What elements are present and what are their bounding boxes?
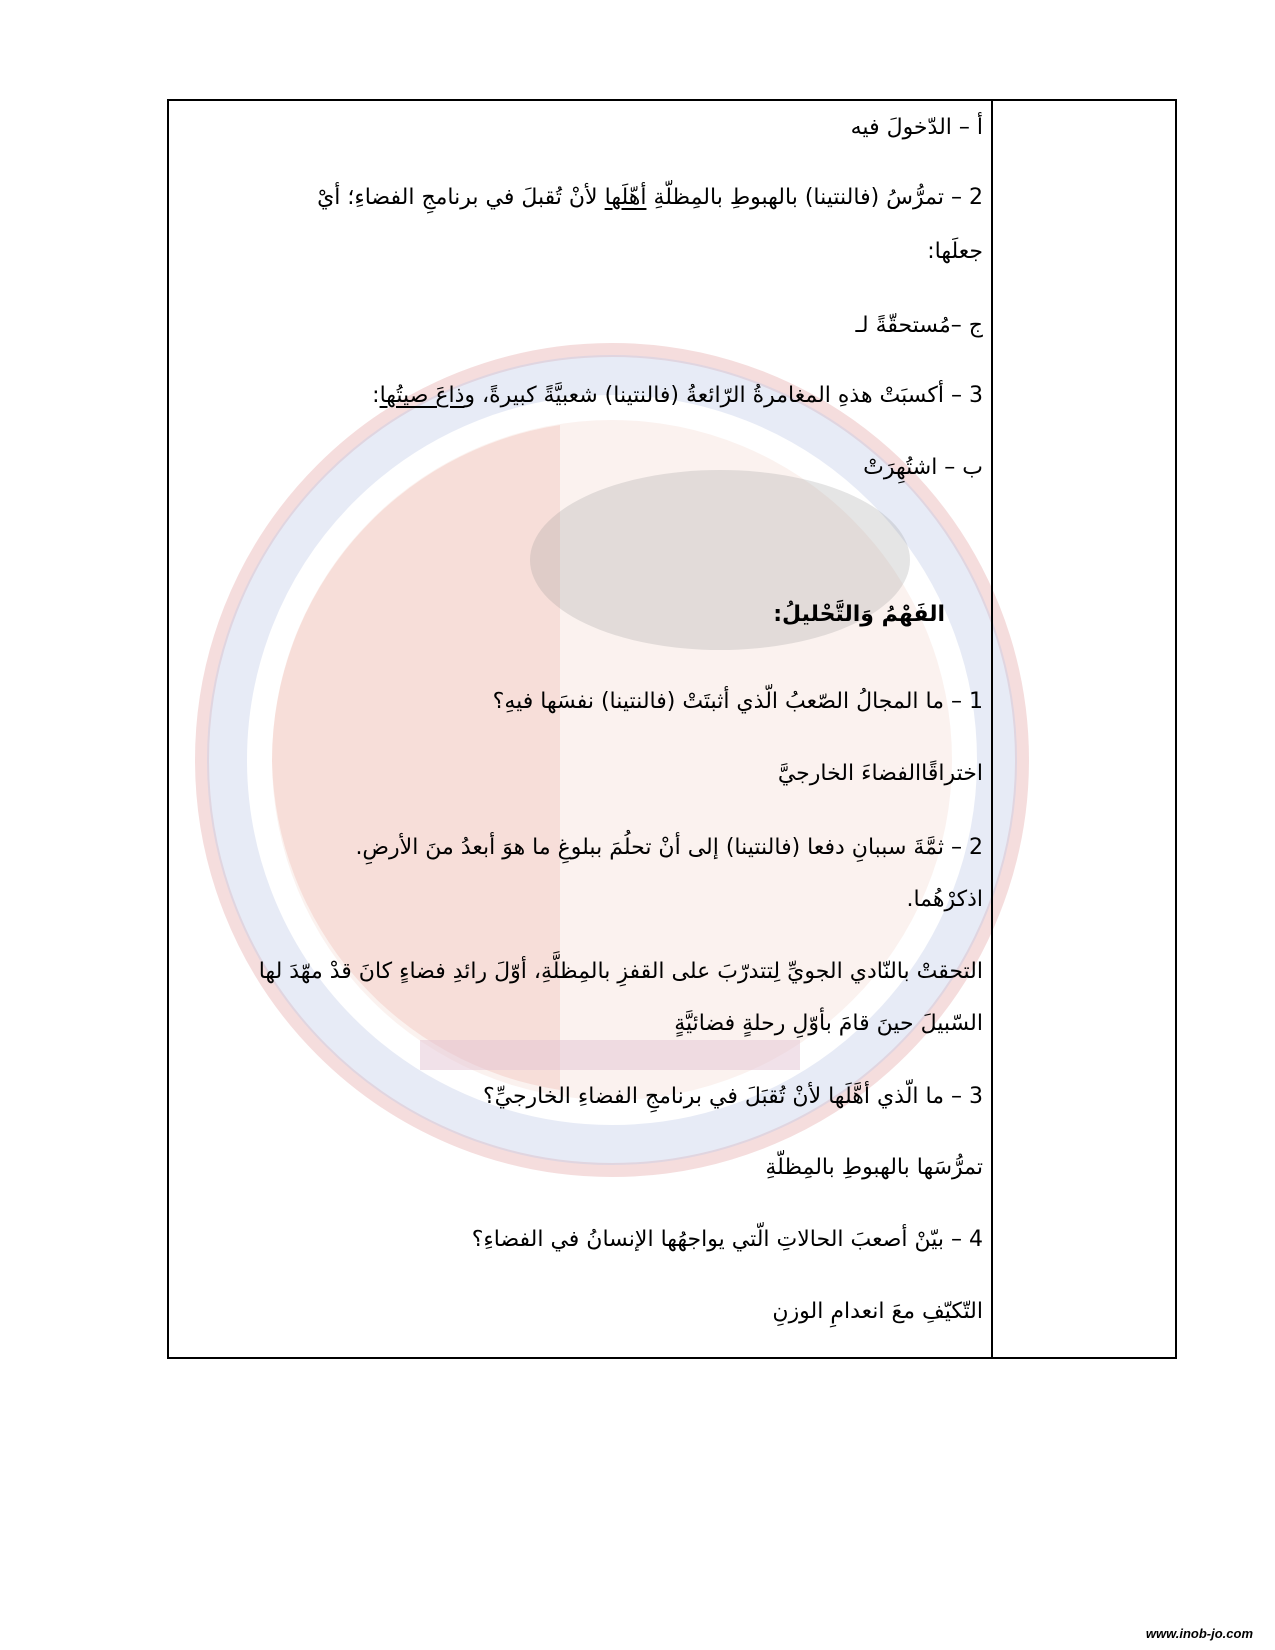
answer-line: التّكيّفِ معَ انعدامِ الوزنِ	[772, 1299, 983, 1324]
answer-line: تمرُّسَها بالهبوطِ بالمِظلّةِ	[765, 1155, 983, 1180]
footer-website-link[interactable]: www.inob-jo.com	[1145, 1626, 1253, 1641]
text: 3 – أكسبَتْ هذهِ المغامرةُ الرّائعةُ (فالنتينا) شعبيَّةً كبيرةً، و	[464, 383, 983, 408]
question-line: 1 – ما المجالُ الصّعبُ الّذي أثبتَتْ (فالنتينا) نفسَها فيهِ؟	[492, 689, 983, 714]
answer-line: اختراقًاالفضاءَ الخارجيَّ	[777, 761, 983, 786]
answer-line: ب – اشتُهِرَتْ	[863, 455, 983, 480]
question-line-cont: اذكرْهُما.	[906, 887, 983, 912]
answer-line-cont: السّبيلَ حينَ قامَ بأوّلِ رحلةٍ فضائيَّةٍ	[674, 1011, 983, 1036]
answer-line: ج –مُستحقّةً لـ	[855, 313, 983, 338]
section-heading: الفَهْمُ وَالتَّحْليلُ:	[773, 602, 945, 627]
question-line	[186, 183, 983, 213]
underlined-word: ذاعَ صيتُها	[379, 383, 465, 408]
question-line	[186, 381, 983, 411]
answer-line: أ – الدّخولَ فيه	[850, 115, 983, 140]
question-line: 4 – بيّنْ أصعبَ الحالاتِ الّتي يواجهُها الإنسانُ في الفضاءِ؟	[471, 1227, 983, 1252]
answer-line: التحقتْ بالنّادي الجويِّ لِتتدرّبَ على القفزِ بالمِظلَّةِ، أوّلَ رائدِ فضاءٍ كانَ قدْ مهّدَ لها	[258, 959, 983, 984]
underlined-word: أهّلَها	[604, 185, 647, 210]
table-column-divider	[991, 99, 993, 1359]
text: لأنْ تُقبلَ في برنامجِ الفضاءِ؛ أيْ	[317, 185, 605, 210]
question-line-cont: جعلَها:	[927, 239, 983, 264]
text: 2 – تمرُّسُ (فالنتينا) بالهبوطِ بالمِظلّةِ	[646, 185, 983, 210]
text: :	[372, 383, 380, 408]
question-line: 3 – ما الّذي أهَّلَها لأنْ تُقبَلَ في برنامجِ الفضاءِ الخارجيِّ؟	[482, 1084, 983, 1109]
question-line: 2 – ثمَّةَ سببانِ دفعا (فالنتينا) إلى أنْ تحلُمَ ببلوغِ ما هوَ أبعدُ منَ الأرضِ.	[355, 835, 983, 860]
